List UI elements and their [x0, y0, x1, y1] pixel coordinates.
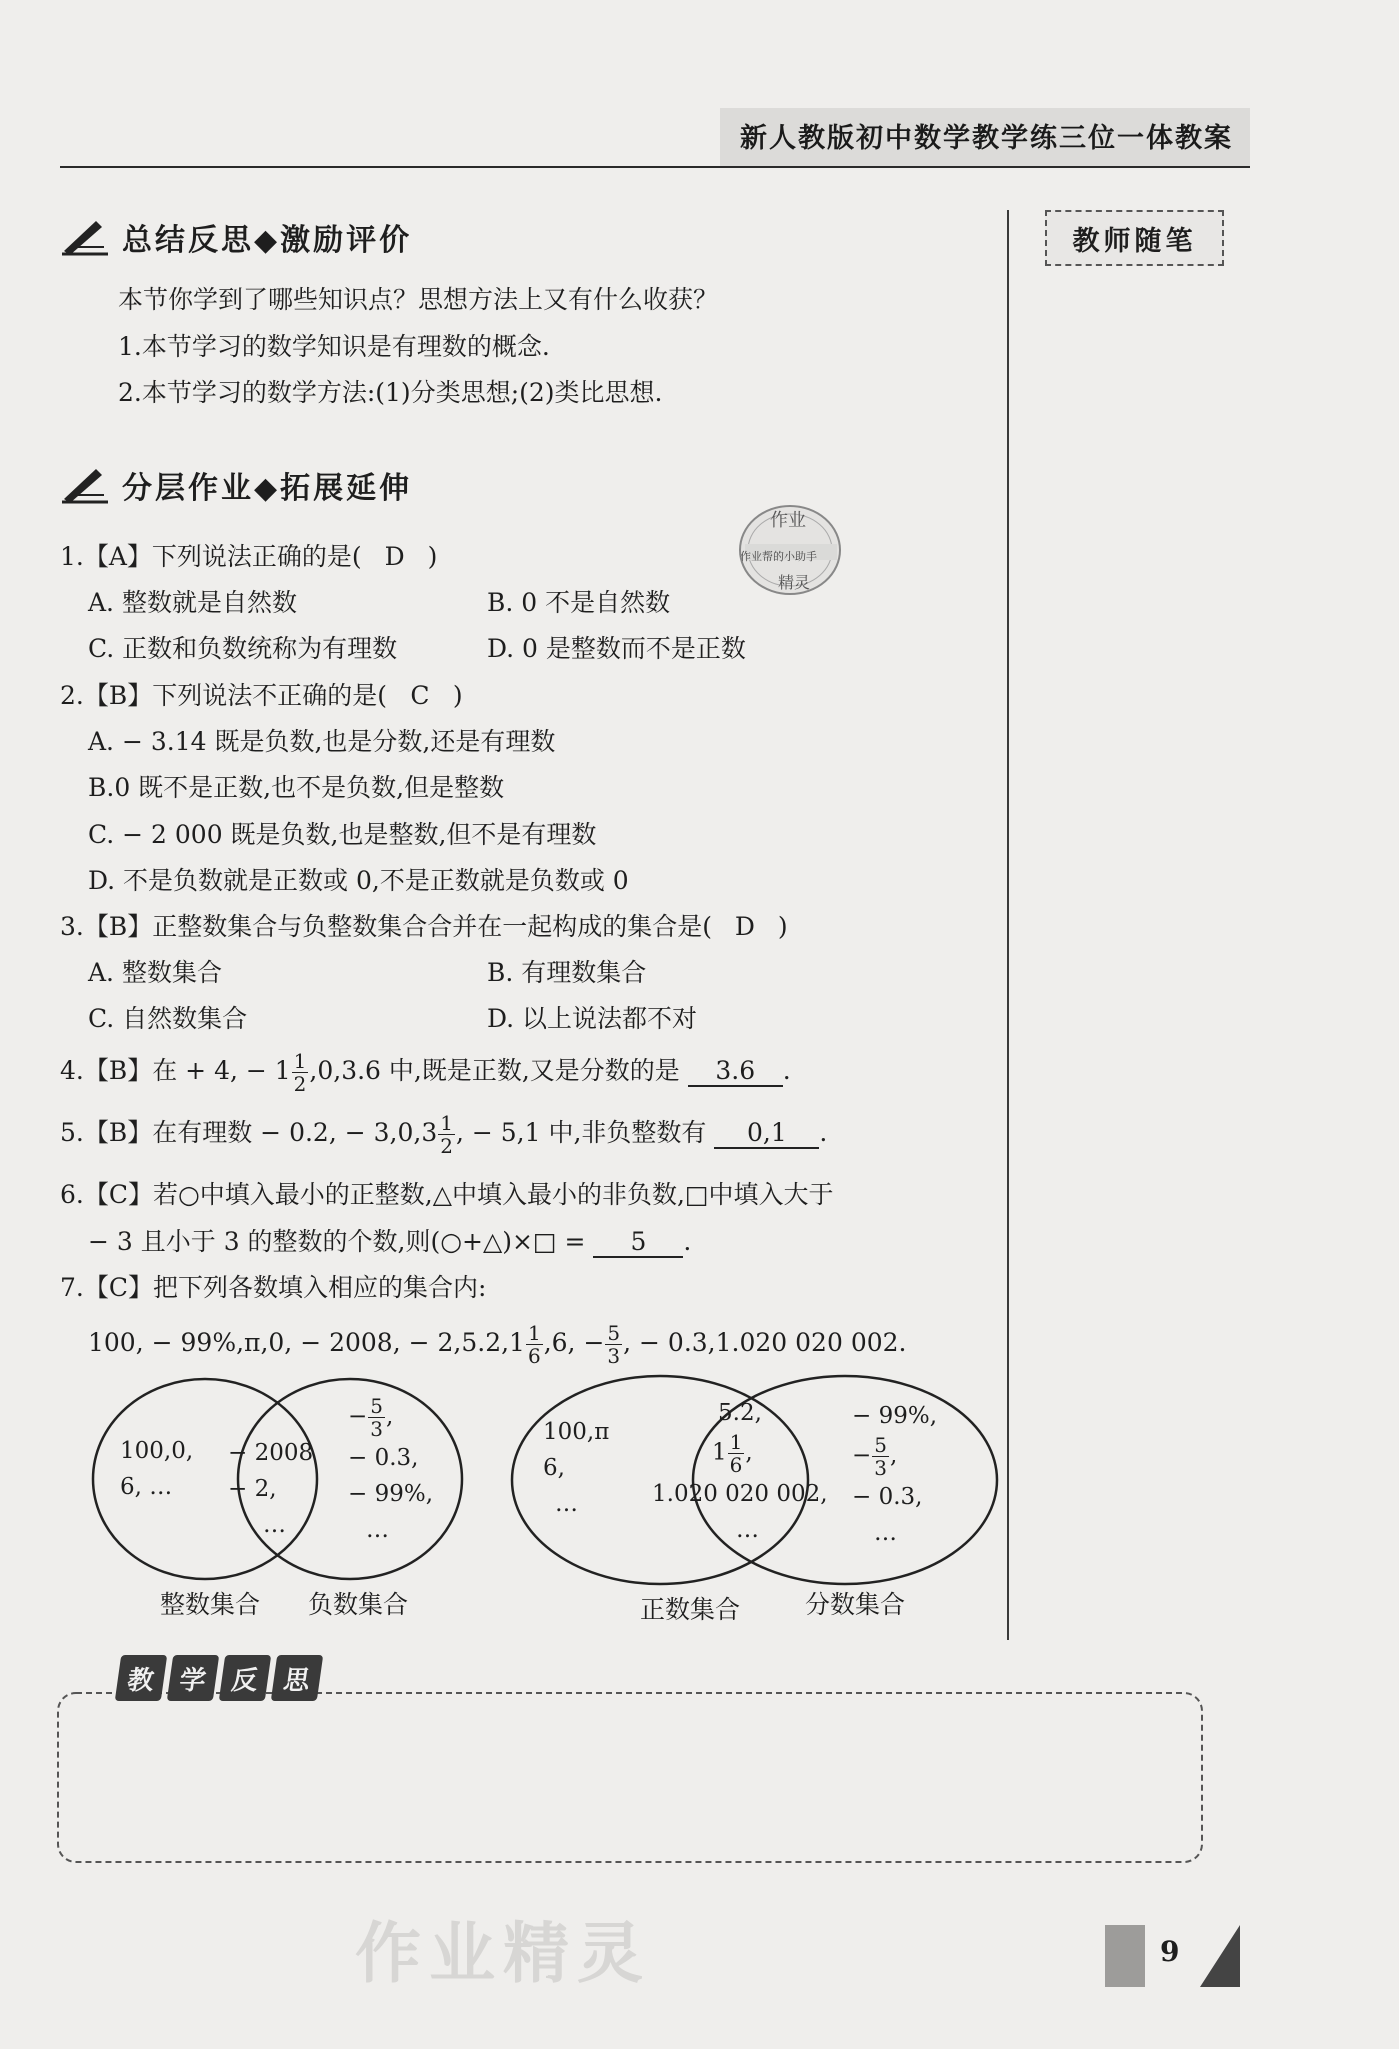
- venn1-right-frac-den: 3: [370, 1417, 384, 1441]
- question-2-stem: [60, 676, 463, 712]
- venn2-right-content: [852, 1398, 937, 1551]
- q5-answer: 0,1: [714, 1118, 819, 1149]
- venn1-right-fraction: [368, 1395, 385, 1440]
- venn2-middle-frac-num: 1: [729, 1430, 743, 1454]
- venn1-left-line-2: 6, …: [120, 1474, 173, 1500]
- q4-frac-den: 2: [293, 1072, 307, 1096]
- venn1-right-line-1: − 0.3,: [348, 1445, 419, 1471]
- q5-post: , − 5,1 中,非负整数有: [455, 1118, 707, 1147]
- page-number-bar: [1105, 1925, 1145, 1987]
- question-6-line-2: [88, 1222, 691, 1258]
- summary-heading-text: 总结反思◆激励评价: [122, 223, 413, 258]
- teacher-notes-label: 教师随笔: [1045, 210, 1224, 266]
- q2-stem-text: 2.【B】下列说法不正确的是(: [60, 681, 387, 710]
- q6-line2-pre: − 3 且小于 3 的整数的个数,则(○+△)×□ =: [88, 1227, 586, 1256]
- venn2-right-fraction-line: [852, 1434, 937, 1479]
- q7-nums-c: , − 0.3,1.020 020 002.: [623, 1328, 907, 1357]
- q2-option-d: D. 不是负数就是正数或 0,不是正数就是负数或 0: [88, 866, 629, 895]
- venn2-left-line-2: 6,: [543, 1455, 565, 1481]
- venn1-middle-line-2: − 2,: [228, 1476, 277, 1502]
- reflection-tag-char-4: 思: [271, 1655, 323, 1701]
- pen-icon: [60, 465, 112, 505]
- homework-heading-text: 分层作业◆拓展延伸: [122, 471, 413, 506]
- q4-fraction: [292, 1050, 309, 1095]
- page-corner-triangle: [1200, 1925, 1240, 1987]
- venn1-middle-content: [228, 1435, 313, 1543]
- q7-fraction-2: [605, 1322, 622, 1367]
- q3-option-d: D. 以上说法都不对: [487, 1004, 698, 1033]
- q7-nums-b: ,6, −: [543, 1328, 605, 1357]
- book-title: 新人教版初中数学教学练三位一体教案: [740, 123, 1233, 154]
- homework-heading: [60, 463, 412, 507]
- venn1-right-frac-pre: −: [348, 1403, 368, 1430]
- q3-option-b: B. 有理数集合: [487, 958, 647, 987]
- venn2-middle-frac-post: ,: [745, 1439, 753, 1466]
- q5-frac-den: 2: [440, 1134, 453, 1158]
- stamp-mid-text: 作业帮的小助手: [740, 550, 817, 563]
- venn1-right-fraction-line: [348, 1395, 433, 1440]
- venn1-left-content: [120, 1433, 193, 1505]
- q4-pre: 4.【B】在 + 4, − 1: [60, 1056, 291, 1085]
- q6-answer: 5: [593, 1227, 683, 1258]
- question-7-numbers: [88, 1322, 906, 1367]
- reflection-tag-char-2: 学: [167, 1655, 219, 1701]
- q2-option-c: C. − 2 000 既是负数,也是整数,但不是有理数: [88, 820, 597, 849]
- q1-option-a: A. 整数就是自然数: [88, 588, 297, 617]
- venn2-left-line-1: 100,π: [543, 1419, 610, 1445]
- q3-stem-text: 3.【B】正整数集合与负整数集合合并在一起构成的集合是(: [60, 912, 712, 941]
- q2-option-b: B.0 既不是正数,也不是负数,但是整数: [88, 773, 505, 802]
- q1-stem-text: 1.【A】下列说法正确的是(: [60, 542, 362, 571]
- venn2-right-frac-num: 5: [874, 1433, 888, 1457]
- teaching-reflection-box: [55, 1690, 1205, 1865]
- q7-f2-den: 3: [607, 1344, 621, 1368]
- q4-answer: 3.6: [688, 1056, 783, 1087]
- reflection-tag-char-3: 反: [219, 1655, 271, 1701]
- teaching-reflection-tag: [118, 1655, 320, 1701]
- q4-end: .: [782, 1056, 791, 1085]
- q2-close: ): [452, 681, 463, 710]
- venn1-label-right: 负数集合: [308, 1590, 409, 1619]
- venn1-label-left: 整数集合: [160, 1590, 261, 1619]
- question-1-stem: [60, 537, 437, 573]
- q1-option-d: D. 0 是整数而不是正数: [487, 634, 746, 663]
- venn1-middle-line-3: …: [263, 1512, 286, 1538]
- q6-end: .: [683, 1227, 692, 1256]
- question-7-stem: 7.【C】把下列各数填入相应的集合内:: [60, 1273, 487, 1302]
- summary-heading: [60, 215, 412, 259]
- venn2-left-content: [543, 1414, 609, 1522]
- venn2-left-line-3: …: [555, 1491, 578, 1517]
- reflection-tag-char-1: 教: [115, 1655, 167, 1701]
- venn2-right-top: − 99%,: [852, 1403, 938, 1429]
- question-5: [60, 1112, 827, 1157]
- venn1-right-line-3: …: [366, 1517, 389, 1543]
- q3-option-a: A. 整数集合: [88, 958, 222, 987]
- q5-end: .: [819, 1118, 828, 1147]
- venn2-right-line-2: …: [874, 1520, 897, 1546]
- q7-f1-num: 1: [527, 1321, 541, 1345]
- venn2-label-left: 正数集合: [640, 1595, 741, 1624]
- venn2-right-line-1: − 0.3,: [852, 1484, 923, 1510]
- q1-close: ): [427, 542, 438, 571]
- q7-nums-a: 100, − 99%,π,0, − 2008, − 2,5.2,1: [88, 1328, 525, 1357]
- venn2-middle-frac-pre: 1: [712, 1439, 727, 1466]
- summary-point-2: 2.本节学习的数学方法:(1)分类思想;(2)类比思想.: [118, 378, 663, 407]
- venn1-right-line-2: − 99%,: [348, 1481, 434, 1507]
- header-rule: [60, 166, 1250, 168]
- q2-answer: C: [410, 681, 430, 710]
- q5-pre: 5.【B】在有理数 − 0.2, − 3,0,3: [60, 1118, 438, 1147]
- venn2-middle-content: [652, 1395, 828, 1548]
- column-divider: [1007, 210, 1009, 1640]
- question-3-stem: [60, 907, 788, 943]
- venn1-right-content: [348, 1395, 433, 1548]
- summary-question: 本节你学到了哪些知识点？思想方法上又有什么收获？: [118, 285, 719, 314]
- q3-answer: D: [734, 912, 755, 941]
- venn2-middle-fraction-line: [652, 1431, 828, 1476]
- q4-frac-num: 1: [293, 1049, 307, 1073]
- summary-point-1: 1.本节学习的数学知识是有理数的概念.: [118, 332, 550, 361]
- venn2-right-frac-post: ,: [890, 1442, 898, 1469]
- watermark: 作业精灵: [355, 1914, 651, 1992]
- stamp-top-text: 作业: [770, 510, 806, 531]
- q3-option-c: C. 自然数集合: [88, 1004, 248, 1033]
- q7-f1-den: 6: [527, 1344, 541, 1368]
- q3-close: ): [777, 912, 788, 941]
- q1-option-c: C. 正数和负数统称为有理数: [88, 634, 398, 663]
- q1-answer: D: [384, 542, 405, 571]
- venn2-middle-line-2: …: [736, 1517, 759, 1543]
- venn1-middle-line-1: − 2008: [228, 1440, 314, 1466]
- q2-option-a: A. − 3.14 既是负数,也是分数,还是有理数: [88, 727, 556, 756]
- venn2-label-right: 分数集合: [805, 1590, 906, 1619]
- q1-option-b: B. 0 不是自然数: [487, 588, 671, 617]
- q7-f2-num: 5: [607, 1321, 621, 1345]
- stamp-bottom-text: 精灵: [778, 573, 811, 592]
- page-number: 9: [1160, 1935, 1180, 1968]
- question-4: [60, 1050, 791, 1095]
- venn2-middle-frac-den: 6: [729, 1453, 743, 1477]
- venn2-right-frac-pre: −: [852, 1442, 872, 1469]
- q7-fraction-1: [526, 1322, 543, 1367]
- q4-post: ,0,3.6 中,既是正数,又是分数的是: [309, 1056, 680, 1085]
- venn1-right-frac-post: ,: [386, 1403, 394, 1430]
- venn2-middle-top: 5.2,: [718, 1400, 762, 1426]
- question-6-line-1: 6.【C】若○中填入最小的正整数,△中填入最小的非负数,□中填入大于: [60, 1180, 834, 1209]
- venn1-right-frac-num: 5: [370, 1394, 384, 1418]
- venn2-middle-line-1: 1.020 020 002,: [652, 1481, 828, 1507]
- q5-fraction: [438, 1112, 455, 1157]
- pen-icon: [60, 217, 112, 257]
- venn2-right-fraction: [872, 1434, 889, 1479]
- venn1-left-line-1: 100,0,: [120, 1438, 194, 1464]
- venn2-right-frac-den: 3: [874, 1456, 888, 1480]
- q5-frac-num: 1: [440, 1111, 453, 1135]
- venn2-middle-fraction: [728, 1431, 745, 1476]
